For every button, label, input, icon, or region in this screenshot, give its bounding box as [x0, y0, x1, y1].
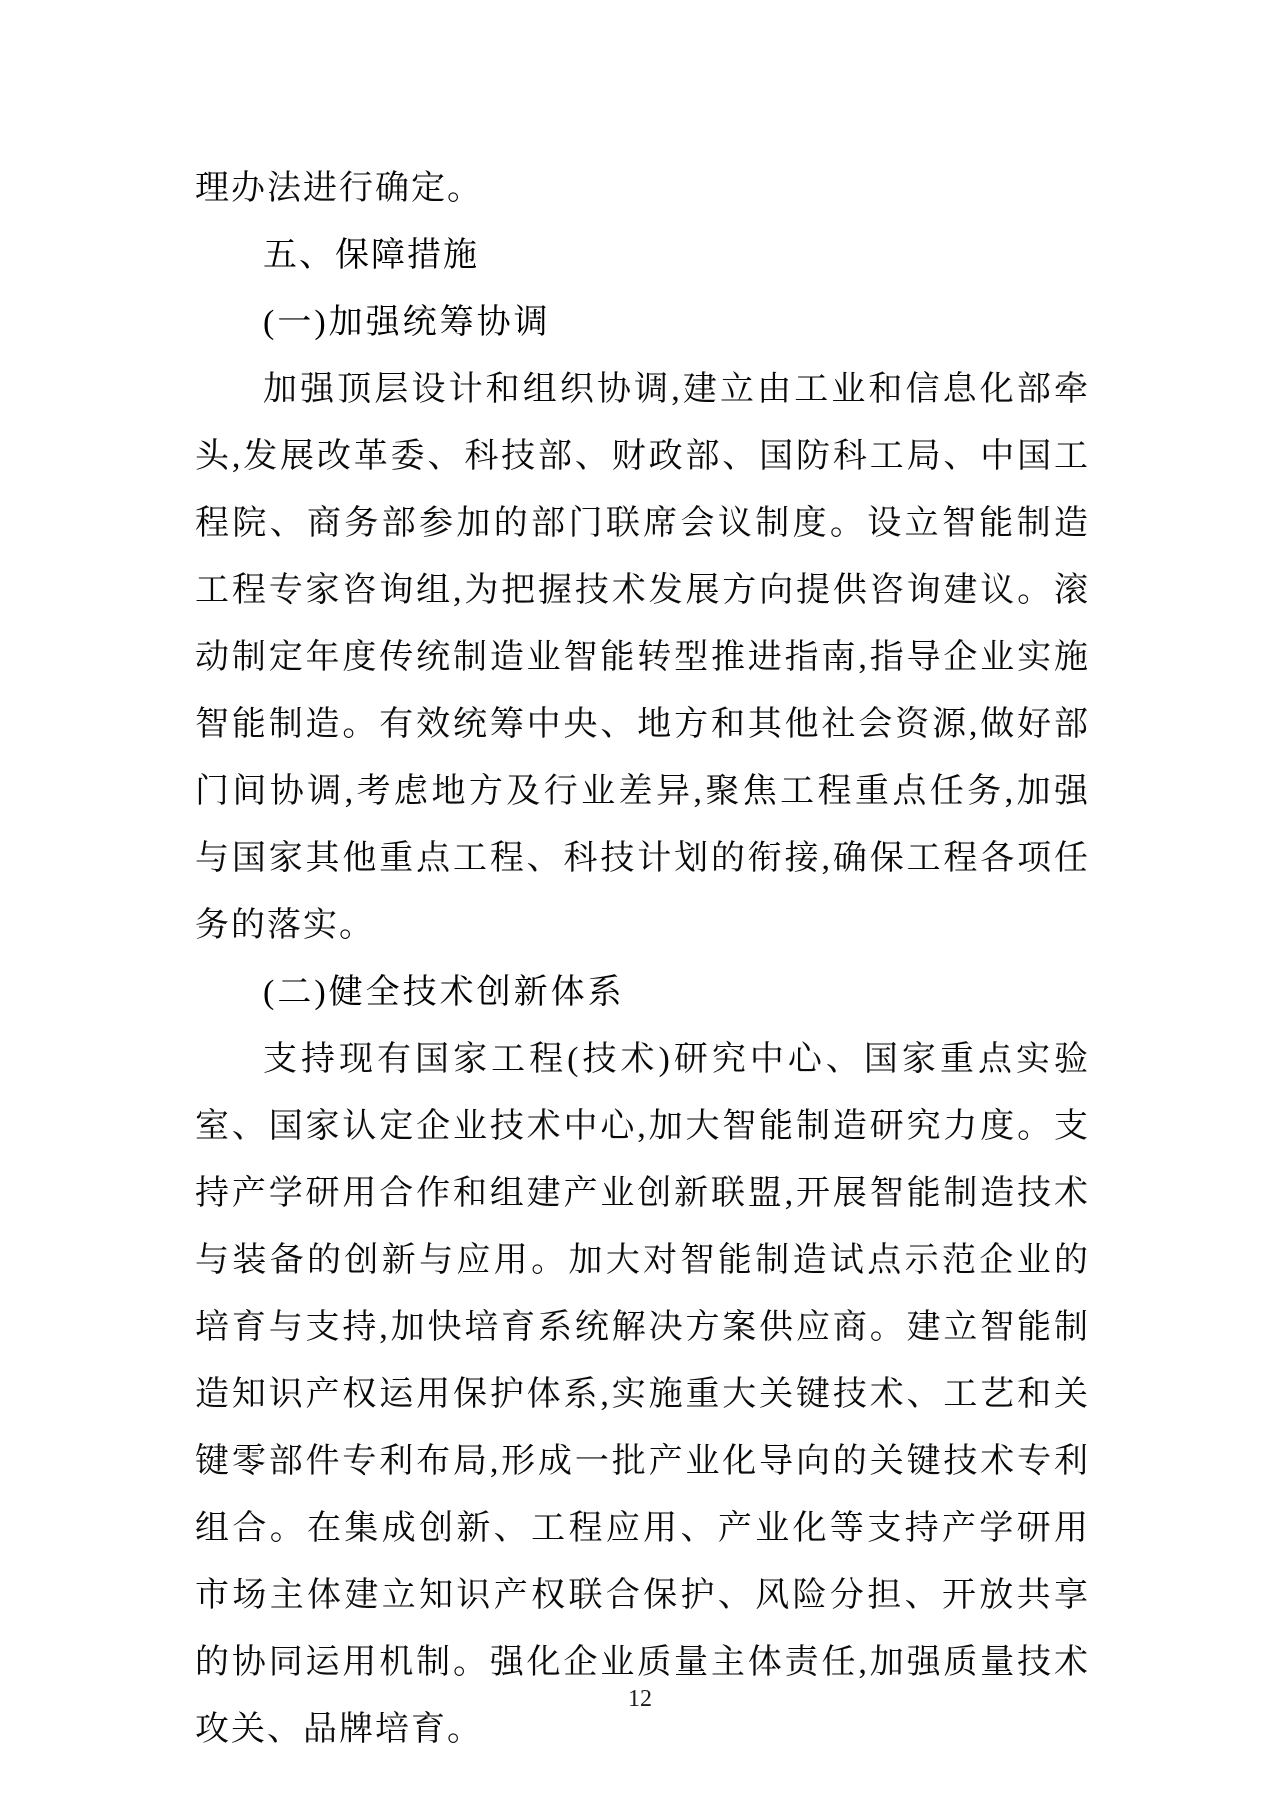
subsection-2-heading: (二)健全技术创新体系: [263, 974, 625, 1011]
subsection-1-heading: (一)加强统筹协调: [263, 304, 551, 341]
section-heading: 五、保障措施: [263, 236, 479, 274]
subsection-2-body: 支持现有国家工程(技术)研究中心、国家重点实验室、国家认定企业技术中心,加大智能制造研究力度。支持产学研用合作和组建产业创新联盟,开展智能制造技术与装备的创新与应用。加大对智能制造试点示范企业的培育与支持,加快培育系统解决方案供应商。建立智能制造知识产权运用保护体系,实施重大关键技术、工艺和关键零部件专利布局,形成一批产业化导向的关键技术专利组合。在集成创新、工程应用、产业化等支持产学研用市场主体建立知识产权联合保护、风险分担、开放共享的协同运用机制。强化企业质量主体责任,加强质量技术攻关、品牌培育。: [195, 1041, 1090, 1748]
subsection-1-body: 加强顶层设计和组织协调,建立由工业和信息化部牵头,发展改革委、科技部、财政部、国防科工局、中国工程院、商务部参加的部门联席会议制度。设立智能制造工程专家咨询组,为把握技术发展方向提供咨询建议。滚动制定年度传统制造业智能转型推进指南,指导企业实施智能制造。有效统筹中央、地方和其他社会资源,做好部门间协调,考虑地方及行业差异,聚焦工程重点任务,加强与国家其他重点工程、科技计划的衔接,确保工程各项任务的落实。: [195, 371, 1090, 944]
paragraph-continuation: 理办法进行确定。: [195, 170, 483, 207]
document-body: [195, 155, 1090, 1763]
page-number: 12: [628, 1686, 652, 1712]
